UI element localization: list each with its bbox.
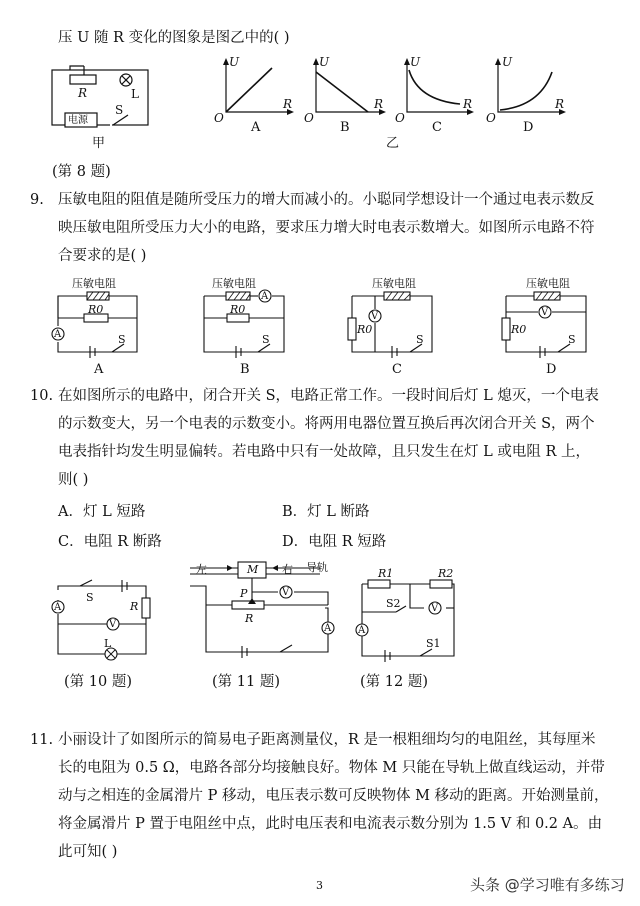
q9-number: 9. [30,192,44,208]
q8-caption: (第 8 题) [52,164,111,180]
q9-d-sensor: 压敏电阻 [526,277,570,290]
q8-graph-c-o: O [395,111,405,125]
q10-option-a-text: 灯 L 短路 [82,504,146,520]
q11-fig-left: 左 [196,563,207,576]
q10-option-c-text: 电阻 R 断路 [83,534,162,550]
q10-option-a[interactable] [58,502,145,522]
q8-graph-c-x: R [463,97,473,111]
q11-fig-v: V [282,587,290,598]
q11-stem-line-2: 长的电阻为 0.5 Ω，电路各部分均接触良好。物体 M 只能在导轨上做直线运动，并带 [58,760,605,776]
page-number: 3 [316,879,323,892]
q9-a-r0: R0 [88,303,104,316]
q9-b-switch: S [262,333,270,346]
q10-stem-line-2: 的示数变大，另一个电表的示数变小。将两用电器位置互换后再次闭合开关 S，两个 [58,416,595,432]
q9-a-label: A [94,362,104,377]
q10-fig-v: V [109,619,117,630]
q10-option-d[interactable] [282,532,386,552]
q12-fig-r1: R1 [378,567,394,580]
q8-graph-c-y: U [410,55,421,69]
q9-a-meter: A [54,329,62,340]
q9-d-meter: V [541,307,549,318]
q9-a-sensor: 压敏电阻 [72,277,116,290]
q9-b-meter: A [261,291,269,302]
q11-stem-line-3: 动与之相连的金属滑片 P 移动，电压表示数可反映物体 M 移动的距离。开始测量前， [58,788,609,804]
watermark: 头条 @学习唯有多练习 [470,876,625,894]
q9-b-label: B [240,362,250,377]
q10-option-d-text: 电阻 R 短路 [308,534,387,550]
q8-graph-b-o: O [304,111,314,125]
q8-jia-source: 电源 [68,115,88,126]
q10-fig-a: A [54,602,62,613]
q11-caption: (第 11 题) [212,674,280,690]
q8-yi-caption: 乙 [386,136,400,151]
q9-stem-line-2: 映压敏电阻所受压力大小的电路，要求压力增大时电表示数增大。如图所示电路不符 [58,220,595,236]
q9-c-label: C [392,362,402,377]
q12-fig-s2: S2 [386,597,401,610]
q11-fig-p: P [240,587,248,600]
q9-c-sensor: 压敏电阻 [372,277,416,290]
q9-c-switch: S [416,333,424,346]
q11-fig-r: R [245,612,254,625]
q12-fig-s1: S1 [426,637,441,650]
q8-graph-d-o: O [486,111,496,125]
q10-caption: (第 10 题) [64,674,132,690]
q11-number: 11. [30,732,54,748]
q8-graph-c-label: C [432,120,442,135]
q9-a-switch: S [118,333,126,346]
q10-option-b-key: B． [282,504,308,520]
q11-fig-a: A [324,623,332,634]
q8-graph-a-x: R [283,97,293,111]
q10-fig-r: R [130,600,139,613]
q12-fig-r2: R2 [438,567,454,580]
q10-option-c-key: C． [58,534,84,550]
q8-graph-b-x: R [374,97,384,111]
q9-d-switch: S [568,333,576,346]
q8-graph-a-label: A [251,120,261,135]
q10-fig-s: S [86,591,94,604]
q9-stem-line-1: 压敏电阻的阻值是随所受压力的增大而减小的。小聪同学想设计一个通过电表示数反 [58,192,595,208]
q9-d-label: D [546,362,557,377]
q10-fig-l: L [104,637,112,650]
q8-graph-b-y: U [319,55,330,69]
q9-b-sensor: 压敏电阻 [212,277,256,290]
q8-jia-label-l: L [131,87,139,101]
q11-stem-line-4: 将金属滑片 P 置于电阻丝中点，此时电压表和电流表示数分别为 1.5 V 和 0.2 A。由 [58,816,603,832]
q12-fig-v: V [431,603,439,614]
q11-fig-rail: 导轨 [306,561,328,574]
q8-graph-b-label: B [340,120,350,135]
q10-option-b-text: 灯 L 断路 [307,504,370,520]
q8-jia-caption: 甲 [92,136,106,151]
q12-fig-a: A [358,625,366,636]
q9-d-r0: R0 [511,323,527,336]
q9-c-meter: V [371,311,379,322]
q10-stem-line-3: 电表指针均发生明显偏转。若电路中只有一处故障，且只发生在灯 L 或电阻 R 上， [58,444,590,460]
q8-jia-label-r: R [78,86,88,100]
q12-caption: (第 12 题) [360,674,428,690]
q11-stem-line-5: 此可知( ) [58,844,118,860]
q10-option-a-key: A． [58,504,83,520]
q8-graph-d-x: R [555,97,565,111]
q8-jia-label-s: S [115,103,124,117]
q10-option-d-key: D． [282,534,309,550]
q10-stem-line-4: 则( ) [58,472,89,488]
q8-graph-d-y: U [502,55,513,69]
q8-graph-a-o: O [214,111,224,125]
q10-number: 10. [30,388,54,404]
q10-option-c[interactable] [58,532,162,552]
q10-stem-line-1: 在如图所示的电路中，闭合开关 S，电路正常工作。一段时间后灯 L 熄灭，一个电表 [58,388,599,404]
q9-c-r0: R0 [357,323,373,336]
q8-stem-line: 压 U 随 R 变化的图象是图乙中的( ) [58,30,290,46]
q11-stem-line-1: 小丽设计了如图所示的简易电子距离测量仪，R 是一根粗细均匀的电阻丝，其每厘米 [58,732,596,748]
q9-b-r0: R0 [230,303,246,316]
q9-stem-line-3: 合要求的是( ) [58,248,147,264]
q10-option-b[interactable] [282,502,370,522]
q11-fig-m: M [247,563,259,576]
q11-fig-right: 右 [282,563,293,576]
q8-graph-a-y: U [229,55,240,69]
q8-graph-d-label: D [523,120,534,135]
